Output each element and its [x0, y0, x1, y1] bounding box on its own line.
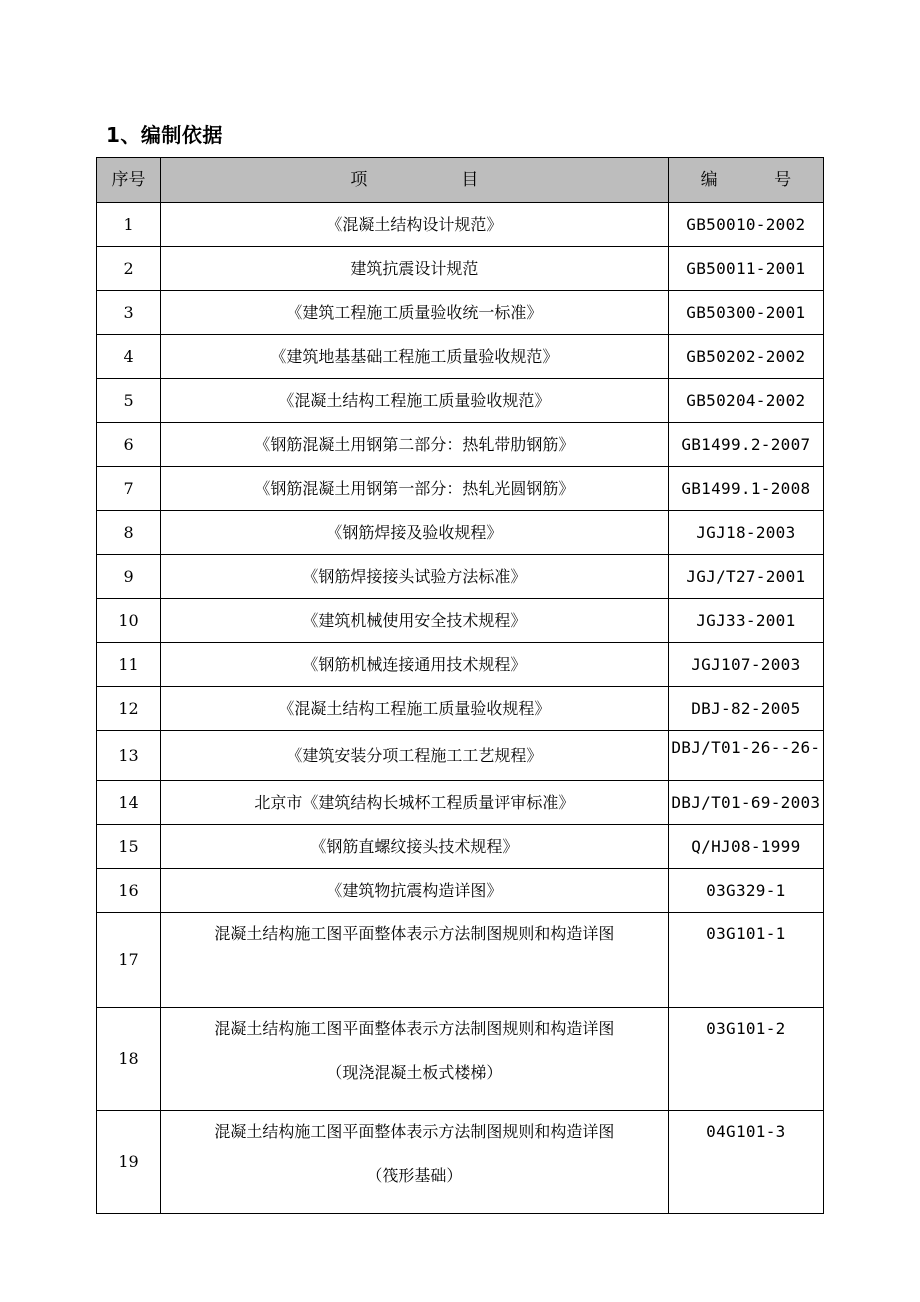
- table-row: [97, 781, 824, 825]
- item-cell: 《混凝土结构工程施工质量验收规范》: [161, 379, 669, 423]
- seq-cell: 16: [97, 869, 161, 913]
- code-cell: JGJ33-2001: [668, 599, 823, 643]
- code-cell: GB1499.2-2007: [668, 423, 823, 467]
- table-row: [97, 555, 824, 599]
- header-code: [668, 158, 823, 203]
- code-cell: GB50202-2002: [668, 335, 823, 379]
- table-header-row: [97, 158, 824, 203]
- seq-cell: 10: [97, 599, 161, 643]
- seq-cell: 12: [97, 687, 161, 731]
- section-heading: 1、编制依据: [106, 123, 223, 147]
- item-cell: 《钢筋混凝土用钢第一部分：热轧光圆钢筋》: [161, 467, 669, 511]
- item-cell: 《钢筋机械连接通用技术规程》: [161, 643, 669, 687]
- seq-cell: 15: [97, 825, 161, 869]
- code-cell: JGJ/T27-2001: [668, 555, 823, 599]
- header-code-label: 编 号: [700, 170, 792, 190]
- code-cell: GB50204-2002: [668, 379, 823, 423]
- code-cell: JGJ107-2003: [668, 643, 823, 687]
- table-row: [97, 291, 824, 335]
- code-cell: DBJ/T01-26--26-: [668, 731, 823, 781]
- table-row: [97, 511, 824, 555]
- item-cell: 《钢筋焊接接头试验方法标准》: [161, 555, 669, 599]
- code-cell: 03G101-2: [668, 1008, 823, 1111]
- item-cell: [161, 913, 669, 1008]
- seq-cell: 1: [97, 203, 161, 247]
- seq-cell: 18: [97, 1008, 161, 1111]
- item-cell: 《建筑物抗震构造详图》: [161, 869, 669, 913]
- seq-cell: 7: [97, 467, 161, 511]
- item-cell: [161, 1111, 669, 1214]
- table-row: [97, 423, 824, 467]
- seq-cell: 11: [97, 643, 161, 687]
- item-subtext: （现浇混凝土板式楼梯）: [326, 1063, 503, 1082]
- code-cell: GB50011-2001: [668, 247, 823, 291]
- table-row: [97, 335, 824, 379]
- item-text: 混凝土结构施工图平面整体表示方法制图规则和构造详图: [214, 924, 615, 943]
- item-text: 混凝土结构施工图平面整体表示方法制图规则和构造详图: [214, 1019, 615, 1038]
- code-cell: DBJ/T01-69-2003: [668, 781, 823, 825]
- code-cell: JGJ18-2003: [668, 511, 823, 555]
- seq-cell: 19: [97, 1111, 161, 1214]
- code-cell: GB50010-2002: [668, 203, 823, 247]
- item-subtext: （筏形基础）: [366, 1166, 463, 1185]
- seq-cell: 9: [97, 555, 161, 599]
- table-row: [97, 599, 824, 643]
- header-seq: 序号: [97, 158, 161, 203]
- code-cell: GB1499.1-2008: [668, 467, 823, 511]
- item-cell: 《建筑地基基础工程施工质量验收规范》: [161, 335, 669, 379]
- table-row: [97, 379, 824, 423]
- table-row: [97, 643, 824, 687]
- table-row: [97, 731, 824, 781]
- item-cell: 《钢筋直螺纹接头技术规程》: [161, 825, 669, 869]
- table-row: [97, 687, 824, 731]
- seq-cell: 17: [97, 913, 161, 1008]
- table-row: [97, 869, 824, 913]
- table-row: [97, 913, 824, 1008]
- seq-cell: 14: [97, 781, 161, 825]
- seq-cell: 3: [97, 291, 161, 335]
- seq-cell: 6: [97, 423, 161, 467]
- item-cell: 《混凝土结构工程施工质量验收规程》: [161, 687, 669, 731]
- item-cell: [161, 1008, 669, 1111]
- seq-cell: 5: [97, 379, 161, 423]
- seq-cell: 13: [97, 731, 161, 781]
- table-row: [97, 1008, 824, 1111]
- code-cell: DBJ-82-2005: [668, 687, 823, 731]
- table-row: [97, 247, 824, 291]
- header-item-label: 项 目: [350, 170, 479, 190]
- item-cell: 《建筑工程施工质量验收统一标准》: [161, 291, 669, 335]
- item-cell: 《钢筋混凝土用钢第二部分：热轧带肋钢筋》: [161, 423, 669, 467]
- table-row: [97, 1111, 824, 1214]
- header-item: [161, 158, 669, 203]
- item-cell: 《建筑安装分项工程施工工艺规程》: [161, 731, 669, 781]
- code-cell: 03G329-1: [668, 869, 823, 913]
- seq-cell: 2: [97, 247, 161, 291]
- seq-cell: 8: [97, 511, 161, 555]
- item-text: 混凝土结构施工图平面整体表示方法制图规则和构造详图: [214, 1122, 615, 1141]
- item-cell: 《混凝土结构设计规范》: [161, 203, 669, 247]
- code-cell: 03G101-1: [668, 913, 823, 1008]
- table-row: [97, 203, 824, 247]
- item-cell: 北京市《建筑结构长城杯工程质量评审标准》: [161, 781, 669, 825]
- item-cell: 《钢筋焊接及验收规程》: [161, 511, 669, 555]
- item-cell: 建筑抗震设计规范: [161, 247, 669, 291]
- item-cell: 《建筑机械使用安全技术规程》: [161, 599, 669, 643]
- table-row: [97, 467, 824, 511]
- code-cell: Q/HJ08-1999: [668, 825, 823, 869]
- code-cell: 04G101-3: [668, 1111, 823, 1214]
- table-row: [97, 825, 824, 869]
- code-cell: GB50300-2001: [668, 291, 823, 335]
- standards-table: [96, 157, 824, 1214]
- seq-cell: 4: [97, 335, 161, 379]
